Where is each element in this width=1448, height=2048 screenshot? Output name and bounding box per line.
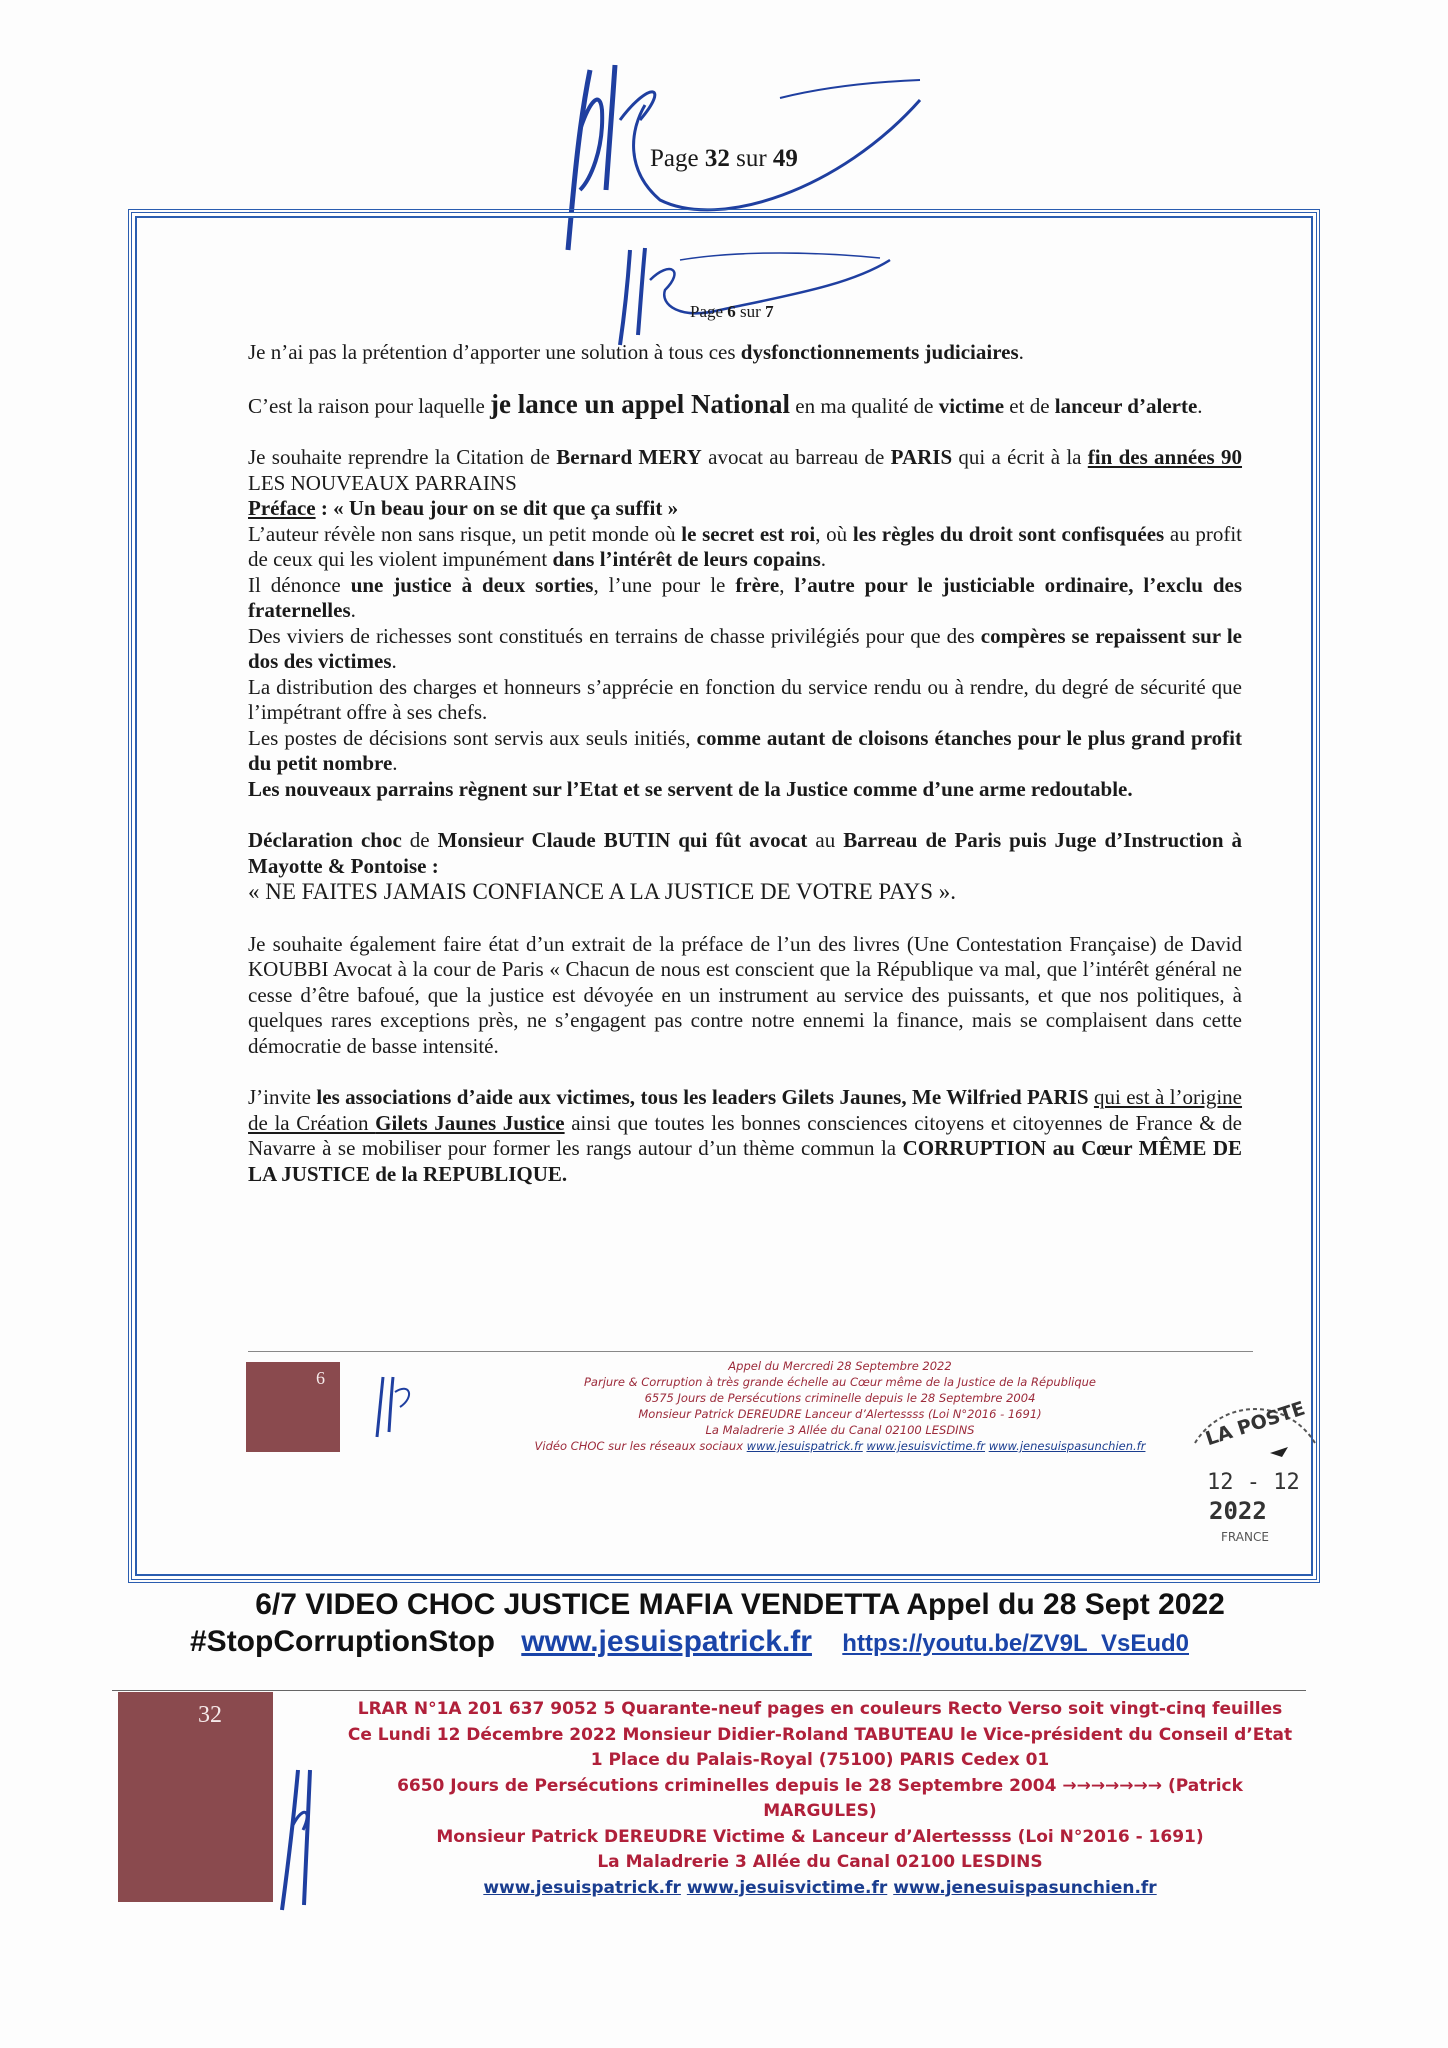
outer-footer-block: LRAR N°1A 201 637 9052 5 Quarante-neuf pages en couleurs Recto Verso soit vingt-cinq feuilles Ce Lundi 12 Décembre 2022 Monsieur Didier-Roland TABUTEAU le Vice-président du Conseil d’Etat 1 Place du Palais-Royal (75100) PARIS Cedex 01 6650 Jours de Persécutions criminelles depuis le 28 Septembre 2004 →→→→→→→ (Patrick MARGULES) Monsieur Patrick DEREUDRE Victime & Lanceur d’Alertessss (Loi N°2016 - 1691) La Maladrerie 3 Allée du Canal 02100 LESDINS www.jesuispatrick.fr www.jesuisvictime.fr www.jenesuispasunchien.fr bbox=[347, 1699, 1293, 1898]
letter-body bbox=[248, 340, 1242, 1213]
page-prefix: Page bbox=[650, 145, 699, 172]
inner-footer-block: Appel du Mercredi 28 Septembre 2022 Parjure & Corruption à très grande échelle au Cœur même de la Justice de la République 6575 Jours de Persécutions criminelle depuis le 28 Septembre 2004 Monsieur Patrick DEREUDRE Lanceur d’Alertessss (Loi N°2016 - 1691) La Maladrerie 3 Allée du Canal 02100 LESDINS Vidéo CHOC sur les réseaux sociaux www.jesuispatrick.fr www.jesuisvictime.fr www.jenesuispasunchien.fr bbox=[534, 1359, 1146, 1453]
link-jesuisvictime[interactable]: www.jesuisvictime.fr bbox=[866, 1439, 986, 1453]
outer-page-tab bbox=[118, 1692, 273, 1902]
link-jenesuispasunchien[interactable]: www.jenesuispasunchien.fr bbox=[893, 1877, 1157, 1898]
stamp-year: 2022 bbox=[1209, 1497, 1267, 1525]
youtube-link[interactable]: https://youtu.be/ZV9L_VsEud0 bbox=[842, 1630, 1189, 1657]
link-jesuispatrick[interactable]: www.jesuispatrick.fr bbox=[746, 1439, 863, 1453]
page-of: sur bbox=[736, 145, 767, 172]
inner-tab-number: 6 bbox=[316, 1368, 325, 1388]
paragraph-2: C’est la raison pour laquelle je lance un appel National en ma qualité de victime et de lanceur d’alerte. bbox=[248, 388, 1203, 419]
bird-icon bbox=[1270, 1447, 1288, 1457]
site-link[interactable]: www.jesuispatrick.fr bbox=[521, 1625, 812, 1658]
signature-initials-footer bbox=[365, 1372, 425, 1442]
page-number: 32 bbox=[704, 145, 730, 172]
signature-initials-bottom bbox=[268, 1765, 328, 1915]
hashtag: #StopCorruptionStop bbox=[190, 1625, 495, 1658]
paragraph-3: Je souhaite reprendre la Citation de Bernard MERY avocat au barreau de PARIS qui a écrit à la fin des années 90 LES NOUVEAUX PARRAINS Préface : « Un beau jour on se dit que ça suffit » L’auteur révèle non sans risque, un petit monde où le secret est roi, où les règles du droit sont confisquées au profit de ceux qui les violent impunément dans l’intérêt de leurs copains. Il dénonce une justice à deux sorties, l’une pour le frère, l’autre pour le justiciable ordinaire, l’exclu des fraternelles. Des viviers de richesses sont constitués en terrains de chasse privilégiés pour que des compères se repaissent sur le dos des victimes. La distribution des charges et honneurs s’apprécie en fonction du service rendu ou à rendre, du degré de sécurité que l’impétrant offre à ses chefs. Les postes de décisions sont servis aux seuls initiés, comme autant de cloisons étanches pour le plus grand profit du petit nombre. Les nouveaux parrains règnent sur l’Etat et se servent de la Justice comme d’une arme redoutable. bbox=[248, 445, 1243, 801]
paragraph-4: Déclaration choc de Monsieur Claude BUTIN qui fût avocat au Barreau de Paris puis Juge d’Instruction à Mayotte & Pontoise : « NE FAITES JAMAIS CONFIANCE A LA JUSTICE DE VOTRE PAYS ». bbox=[248, 828, 1242, 904]
page-total: 7 bbox=[765, 302, 774, 321]
video-headline bbox=[190, 1586, 1290, 1662]
paragraph-1: Je n’ai pas la prétention d’apporter une solution à tous ces dysfonctionnements judiciaires. bbox=[248, 340, 1024, 364]
page-number: 6 bbox=[727, 302, 736, 321]
paragraph-6: J’invite les associations d’aide aux victimes, tous les leaders Gilets Jaunes, Me Wilfried PARIS qui est à l’origine de la Création Gilets Jaunes Justice ainsi que toutes les bonnes consciences citoyens et citoyennes de France & de Navarre à se mobiliser pour former les rangs autour d’un thème commun la CORRUPTION au Cœur MÊME DE LA JUSTICE de la REPUBLIQUE. bbox=[248, 1085, 1243, 1186]
signature-initials-inner bbox=[590, 240, 910, 350]
link-jesuisvictime[interactable]: www.jesuisvictime.fr bbox=[686, 1877, 888, 1898]
link-jesuispatrick[interactable]: www.jesuispatrick.fr bbox=[483, 1877, 681, 1898]
stamp-text: LA POSTE bbox=[1202, 1397, 1308, 1451]
link-jenesuispasunchien[interactable]: www.jenesuispasunchien.fr bbox=[988, 1439, 1146, 1453]
page-prefix: Page bbox=[690, 302, 724, 321]
headline-title: 6/7 VIDEO CHOC JUSTICE MAFIA VENDETTA Appel du 28 Sept 2022 bbox=[255, 1588, 1225, 1621]
inner-page-tab bbox=[246, 1362, 340, 1452]
postal-stamp bbox=[1185, 1383, 1325, 1553]
stamp-country: FRANCE bbox=[1221, 1530, 1269, 1544]
page-total: 49 bbox=[772, 145, 798, 172]
outer-page-number bbox=[650, 145, 798, 173]
outer-footer-divider bbox=[112, 1690, 1306, 1691]
page-of: sur bbox=[740, 302, 761, 321]
stamp-day: 12 - 12 bbox=[1207, 1470, 1300, 1495]
inner-footer-divider bbox=[248, 1351, 1253, 1352]
outer-tab-number: 32 bbox=[198, 1702, 222, 1728]
paragraph-5: Je souhaite également faire état d’un extrait de la préface de l’un des livres (Une Contestation Française) de David KOUBBI Avocat à la cour de Paris « Chacun de nous est conscient que la République va mal, que l’intérêt général ne cesse d’être bafoué, que la justice est dévoyée en un instrument au service des puissants, et que nos politiques, à quelques rares exceptions près, ne s’engagent pas contre notre ennemi la finance, mais se complaisent dans cette démocratie de basse intensité. bbox=[248, 931, 1242, 1058]
inner-page-number bbox=[690, 302, 774, 322]
